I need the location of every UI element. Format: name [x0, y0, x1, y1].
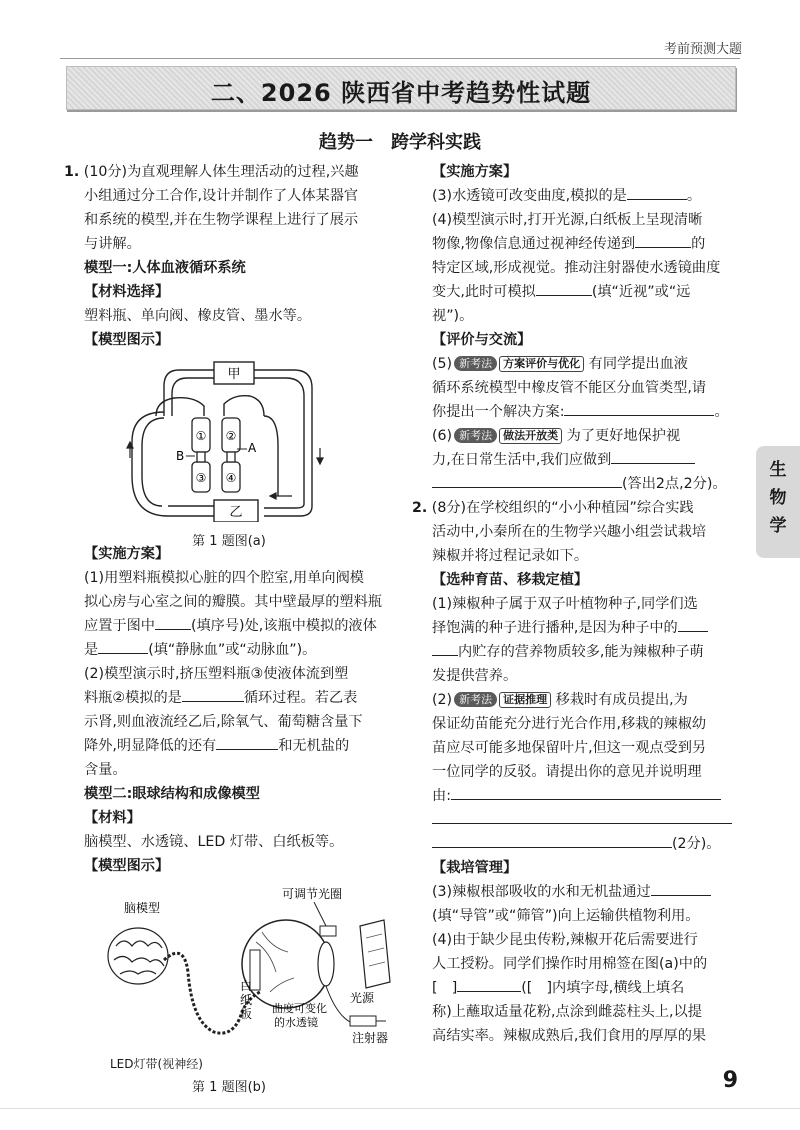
q2-p4-line: 高结实率。辣椒成熟后,我们食用的厚厚的果 — [432, 1028, 707, 1044]
subject-side-tab — [756, 446, 800, 558]
eval-heading: 【评价与交流】 — [432, 332, 532, 348]
new-method-badge: 新考法 — [454, 356, 497, 371]
q2-p4-line: [ ] ([ ]内填字母,横线上填名 — [432, 976, 742, 1000]
answer-blank[interactable] — [432, 473, 622, 488]
side-tab-char: 物 — [769, 488, 787, 508]
answer-blank[interactable] — [451, 785, 721, 800]
method-tag: 证据推理 — [499, 692, 551, 708]
q2-p1-line: 发提供营养。 — [432, 668, 518, 684]
brain-label: 脑模型 — [124, 901, 161, 915]
materials-heading: 【材料选择】 — [84, 284, 170, 300]
q1-p4-line: 特定区域,形成视觉。推动注射器使水透镜曲度 — [432, 260, 721, 276]
q2-p3-line: (3)辣椒根部吸收的水和无机盐通过 — [432, 880, 742, 904]
q2-p3-line: (填“导管”或“筛管”)向上运输供植物利用。 — [432, 908, 700, 924]
banner-title: 二、2026 陕西省中考趋势性试题 — [210, 79, 592, 107]
q1-p5-line: 你提出一个解决方案: 。 — [432, 400, 742, 424]
answer-blank[interactable] — [432, 809, 732, 824]
q1-p1-line: 是 (填“静脉血”或“动脉血”)。 — [64, 638, 394, 662]
q1-p1-line: 应置于图中 (填序号)处,该瓶中模拟的液体 — [64, 614, 394, 638]
figure-b — [64, 882, 394, 1095]
answer-blank[interactable] — [536, 281, 592, 296]
q2-p2-line: 保证幼苗能充分进行光合作用,移栽的辣椒幼 — [432, 716, 707, 732]
q1-p4-line: 物像,物像信息通过视神经传递到 的 — [432, 232, 742, 256]
answer-blank[interactable] — [611, 449, 695, 464]
q1-p2-line: (2)模型演示时,挤压塑料瓶③使液体流到塑 — [84, 666, 349, 682]
q2-p2-line: 苗应尽可能多地保留叶片,但这一观点受到另 — [432, 740, 707, 756]
q2-p2-line: (2) 新考法 证据推理 移栽时有成员提出,为 — [432, 692, 688, 708]
q2-sec2-heading: 【栽培管理】 — [432, 860, 518, 876]
label-bottom: 乙 — [229, 505, 243, 520]
aperture — [320, 926, 336, 936]
method-tag: 方案评价与优化 — [499, 356, 584, 372]
chamber-1: ① — [195, 429, 207, 443]
answer-blank[interactable] — [98, 639, 148, 654]
side-tab-char: 学 — [769, 516, 787, 536]
answer-blank[interactable] — [432, 833, 672, 848]
q1-p1-line: (1)用塑料瓶模拟心脏的四个腔室,用单向阀模 — [84, 570, 364, 586]
light-source-label: 光源 — [350, 991, 375, 1005]
method-tag: 做法开放类 — [499, 428, 562, 444]
lens-label-2: 的水透镜 — [274, 1016, 318, 1029]
q2-p4-line: 称)上蘸取适量花粉,点涂到雌蕊柱头上,以提 — [432, 1004, 702, 1020]
figure-a — [64, 356, 394, 549]
syringe — [350, 1016, 376, 1026]
q2-intro-line: 活动中,小秦所在的生物学兴趣小组尝试栽培 — [432, 524, 707, 540]
model1-title: 模型一:人体血液循环系统 — [84, 260, 246, 276]
section-banner — [66, 66, 736, 110]
brain-model — [108, 928, 168, 984]
materials2-heading: 【材料】 — [84, 810, 141, 826]
chamber-2: ② — [225, 429, 237, 443]
trend-title: 趋势一 跨学科实践 — [319, 132, 481, 153]
q1-p4-line: (4)模型演示时,打开光源,白纸板上呈现清晰 — [432, 212, 703, 228]
side-tab-char: 生 — [769, 460, 787, 480]
q2-p4-line: (4)由于缺少昆虫传粉,辣椒开花后需要进行 — [432, 932, 698, 948]
label-top: 甲 — [227, 367, 241, 382]
q1-p4-line: 变大,此时可模拟 (填“近视”或“远 — [432, 280, 742, 304]
answer-blank[interactable] — [457, 977, 521, 992]
q1-p2-line: 含量。 — [84, 762, 127, 778]
materials2-text: 脑模型、水透镜、LED 灯带、白纸板等。 — [84, 834, 344, 850]
answer-blank[interactable] — [216, 735, 278, 750]
q1-p5-line: 循环系统模型中橡皮管不能区分血管类型,请 — [432, 380, 707, 396]
q2-p2-line — [432, 808, 742, 832]
footer-rule — [0, 1108, 800, 1109]
chamber-3: ③ — [195, 471, 207, 485]
q2-p1-line: (1)辣椒种子属于双子叶植物种子,同学们选 — [432, 596, 698, 612]
water-lens — [318, 942, 334, 986]
answer-blank[interactable] — [651, 881, 711, 896]
model-figure-heading: 【模型图示】 — [84, 332, 170, 348]
q1-p2-line: 料瓶②模拟的是 循环过程。若乙表 — [64, 686, 394, 710]
running-head: 考前预测大题 — [663, 42, 742, 57]
plan2-heading: 【实施方案】 — [432, 164, 518, 180]
answer-blank[interactable] — [564, 401, 714, 416]
q1-p6-line: 力,在日常生活中,我们应做到 — [432, 448, 742, 472]
white-board-label-2: 纸 — [240, 993, 253, 1007]
syringe-tube — [326, 986, 350, 1022]
q1-intro-line: 与讲解。 — [84, 236, 141, 252]
q2-p2-line: 由: — [432, 784, 742, 808]
answer-blank[interactable] — [635, 233, 691, 248]
white-board-label-3: 板 — [240, 1007, 253, 1021]
answer-blank[interactable] — [155, 615, 191, 630]
q1-p3-line: (3)水透镜可改变曲度,模拟的是 。 — [432, 184, 742, 208]
q1-p2-line: 示肾,则血液流经乙后,除氧气、葡萄糖含量下 — [84, 714, 363, 730]
circulation-diagram — [64, 356, 394, 522]
aperture-label: 可调节光圈 — [282, 887, 343, 901]
model-figure2-heading: 【模型图示】 — [84, 858, 170, 874]
answer-blank[interactable] — [627, 185, 687, 200]
chamber-4: ④ — [225, 471, 237, 485]
q2-p2-line: (2分)。 — [432, 832, 742, 856]
q1-intro-line: 和系统的模型,并在生物学课程上进行了展示 — [84, 212, 359, 228]
valve-label-a: A — [248, 441, 257, 455]
q2-number: 2. — [412, 500, 428, 516]
model2-title: 模型二:眼球结构和成像模型 — [84, 786, 260, 802]
answer-blank[interactable] — [182, 687, 244, 702]
answer-blank[interactable] — [432, 641, 458, 656]
q2-p2-line: 一位同学的反驳。请提出你的意见并说明理 — [432, 764, 702, 780]
q2-p1-line: 择饱满的种子进行播种,是因为种子中的 — [432, 616, 742, 640]
q1-p5-line: (5) 新考法 方案评价与优化 有同学提出血液 — [432, 356, 688, 372]
q1-intro-line: 小组通过分工合作,设计并制作了人体某器官 — [84, 188, 359, 204]
new-method-badge: 新考法 — [454, 692, 497, 707]
new-method-badge: 新考法 — [454, 428, 497, 443]
q2-p1-line: 内贮存的营养物质较多,能为辣椒种子萌 — [432, 640, 742, 664]
q2-p4-line: 人工授粉。同学们操作时用棉签在图(a)中的 — [432, 956, 708, 972]
q1-p1-line: 拟心房与心室之间的瓣膜。其中壁最厚的塑料瓶 — [84, 594, 382, 610]
q1-p2-line: 降外,明显降低的还有 和无机盐的 — [64, 734, 394, 758]
syringe-label: 注射器 — [352, 1031, 389, 1045]
q2-intro-line: 2. (8分)在学校组织的“小小种植园”综合实践 — [412, 500, 694, 516]
q1-number: 1. — [64, 164, 80, 180]
right-column — [412, 160, 742, 1048]
plan-heading: 【实施方案】 — [84, 546, 170, 562]
valve-label-b: B — [176, 449, 185, 463]
figure-a-caption: 第 1 题图(a) — [192, 534, 266, 549]
light-source — [360, 920, 390, 988]
q1-p4-line: 视”)。 — [432, 308, 474, 324]
materials-text: 塑料瓶、单向阀、橡皮管、墨水等。 — [84, 308, 312, 324]
q1-p6-line: (答出2点,2分)。 — [432, 472, 742, 496]
q2-sec1-heading: 【选种育苗、移栽定植】 — [432, 572, 589, 588]
left-column — [64, 160, 394, 1095]
q2-intro-line: 辣椒并将过程记录如下。 — [432, 548, 589, 564]
led-label: LED灯带(视神经) — [110, 1057, 203, 1071]
figure-b-caption: 第 1 题图(b) — [192, 1080, 266, 1095]
q1-p6-line: (6) 新考法 做法开放类 为了更好地保护视 — [432, 428, 681, 444]
white-board-label-1: 白 — [240, 979, 253, 993]
q1-intro-line: 1. (10分)为直观理解人体生理活动的过程,兴趣 — [64, 164, 359, 180]
answer-blank[interactable] — [678, 617, 708, 632]
header-rule — [60, 58, 740, 59]
page-number: 9 — [722, 1068, 738, 1093]
eye-model-diagram — [64, 882, 394, 1048]
lens-label-1: 曲度可变化 — [272, 1002, 327, 1015]
